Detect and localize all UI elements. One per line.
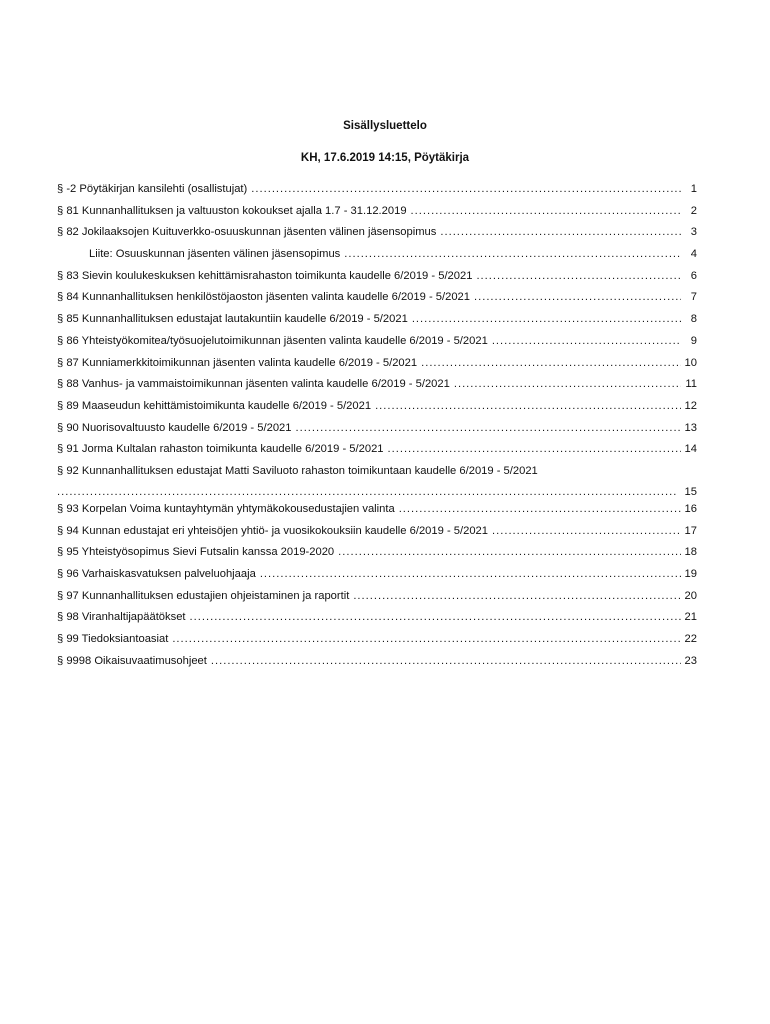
toc-entry-page: 22 — [684, 633, 697, 646]
toc-entry-label: § 91 Jorma Kultalan rahaston toimikunta kaudelle 6/2019 - 5/2021 — [57, 443, 384, 456]
toc-dot-leader — [411, 204, 681, 218]
toc-entry[interactable] — [57, 334, 697, 356]
toc-dot-leader — [421, 356, 680, 370]
toc-entry[interactable] — [57, 290, 697, 312]
toc-dot-leader — [338, 545, 680, 559]
toc-entry-label: § 9998 Oikaisuvaatimusohjeet — [57, 654, 207, 667]
toc-entry[interactable] — [57, 502, 697, 524]
toc-entry[interactable] — [57, 442, 697, 464]
toc-dot-leader — [492, 334, 681, 348]
page-subtitle: KH, 17.6.2019 14:15, Pöytäkirja — [300, 152, 470, 164]
toc-entry-label: § 92 Kunnanhallituksen edustajat Matti Saviluoto rahaston toimikuntaan kaudelle 6/2019 - 5/2021 — [57, 464, 538, 477]
toc-entry[interactable] — [57, 269, 697, 291]
toc-entry-page: 17 — [684, 524, 697, 537]
toc-entry-page: 2 — [690, 204, 697, 217]
toc-entry-page: 8 — [690, 313, 697, 326]
toc-entry-page: 18 — [684, 546, 697, 559]
toc-dot-leader — [251, 182, 681, 196]
toc-entry[interactable] — [57, 421, 697, 443]
toc-entry-page: 21 — [684, 611, 697, 624]
toc-entry-label: § 87 Kunniamerkkitoimikunnan jäsenten valinta kaudelle 6/2019 - 5/2021 — [57, 356, 418, 369]
toc-entry-label: § 86 Yhteistyökomitea/työsuojelutoimikunnan jäsenten valinta kaudelle 6/2019 - 5/2021 — [57, 334, 488, 347]
toc-entry-label: § 84 Kunnanhallituksen henkilöstöjaoston jäsenten valinta kaudelle 6/2019 - 5/2021 — [57, 291, 470, 304]
toc-entry[interactable] — [57, 524, 697, 546]
toc-dot-leader — [492, 524, 681, 538]
toc-entry-wrapped[interactable] — [57, 464, 697, 502]
toc-entry-label: § 94 Kunnan edustajat eri yhteisöjen yhtiö- ja vuosikokouksiin kaudelle 6/2019 - 5/2021 — [57, 524, 489, 537]
toc-entry-label: § 81 Kunnanhallituksen ja valtuuston kokoukset ajalla 1.7 - 31.12.2019 — [57, 204, 407, 217]
toc-entry-label: § 82 Jokilaaksojen Kuituverkko-osuuskunnan jäsenten välinen jäsensopimus — [57, 226, 437, 239]
toc-dot-leader — [399, 502, 681, 516]
toc-entry-page: 16 — [684, 502, 697, 515]
toc-entry-page: 23 — [684, 654, 697, 667]
toc-entry-page: 13 — [684, 421, 697, 434]
toc-entry-label: § 99 Tiedoksiantoasiat — [57, 633, 169, 646]
toc-entry-page: 6 — [690, 269, 697, 282]
toc-dot-leader — [474, 290, 681, 304]
table-of-contents — [57, 182, 697, 675]
toc-dot-leader — [375, 399, 680, 413]
toc-entry[interactable] — [57, 567, 697, 589]
toc-dot-leader — [57, 485, 677, 499]
toc-entry[interactable] — [57, 610, 697, 632]
toc-dot-leader — [440, 225, 681, 239]
toc-dot-leader — [388, 442, 681, 456]
toc-entry-page: 10 — [684, 356, 697, 369]
toc-entry-label: Liite: Osuuskunnan jäsenten välinen jäsensopimus — [89, 248, 341, 261]
toc-dot-leader — [211, 654, 681, 668]
toc-entry-page: 11 — [685, 378, 697, 391]
toc-entry[interactable] — [57, 589, 697, 611]
toc-entry-label: § 90 Nuorisovaltuusto kaudelle 6/2019 - 5/2021 — [57, 421, 292, 434]
toc-entry-page: 15 — [684, 485, 697, 498]
toc-entry-page: 4 — [690, 248, 697, 261]
toc-entry-page: 1 — [690, 183, 697, 195]
toc-entry-label: § 83 Sievin koulukeskuksen kehittämisrahaston toimikunta kaudelle 6/2019 - 5/2021 — [57, 269, 473, 282]
page-title: Sisällysluettelo — [343, 120, 427, 132]
toc-dot-leader — [454, 377, 681, 391]
toc-entry[interactable] — [57, 312, 697, 334]
toc-entry[interactable] — [57, 182, 697, 204]
toc-dot-leader — [353, 589, 680, 603]
toc-entry-label: § 85 Kunnanhallituksen edustajat lautakuntiin kaudelle 6/2019 - 5/2021 — [57, 313, 408, 326]
toc-entry-label: § 89 Maaseudun kehittämistoimikunta kaudelle 6/2019 - 5/2021 — [57, 399, 372, 412]
toc-entry[interactable] — [57, 545, 697, 567]
toc-dot-leader — [172, 632, 680, 646]
toc-entry-page: 12 — [684, 399, 697, 412]
toc-entry-label: § 95 Yhteistyösopimus Sievi Futsalin kanssa 2019-2020 — [57, 546, 335, 559]
toc-entry-page: 14 — [684, 443, 697, 456]
toc-dot-leader — [295, 421, 680, 435]
toc-dot-leader — [344, 247, 681, 261]
toc-entry[interactable] — [57, 632, 697, 654]
toc-entry-label: § 88 Vanhus- ja vammaistoimikunnan jäsenten valinta kaudelle 6/2019 - 5/2021 — [57, 378, 450, 391]
toc-entry-label: § 93 Korpelan Voima kuntayhtymän yhtymäkokousedustajien valinta — [57, 502, 395, 515]
toc-subentry[interactable] — [57, 247, 697, 269]
toc-dot-leader — [476, 269, 681, 283]
toc-entry-label: § -2 Pöytäkirjan kansilehti (osallistujat) — [57, 183, 248, 195]
toc-entry-label: § 98 Viranhaltijapäätökset — [57, 611, 186, 624]
toc-entry[interactable] — [57, 356, 697, 378]
toc-entry[interactable] — [57, 399, 697, 421]
toc-entry[interactable] — [57, 225, 697, 247]
toc-entry[interactable] — [57, 654, 697, 676]
toc-entry[interactable] — [57, 204, 697, 226]
toc-entry-label: § 96 Varhaiskasvatuksen palveluohjaaja — [57, 568, 256, 580]
toc-entry-page: 9 — [690, 334, 697, 347]
toc-entry-page: 7 — [690, 291, 697, 304]
toc-dot-leader — [412, 312, 681, 326]
toc-entry-page: 20 — [684, 589, 697, 602]
toc-entry-label: § 97 Kunnanhallituksen edustajien ohjeistaminen ja raportit — [57, 589, 350, 602]
toc-dot-leader — [190, 610, 681, 624]
toc-entry-page: 3 — [690, 226, 697, 239]
toc-entry[interactable] — [57, 377, 697, 399]
toc-entry-page: 19 — [684, 568, 697, 580]
toc-dot-leader — [260, 567, 681, 581]
